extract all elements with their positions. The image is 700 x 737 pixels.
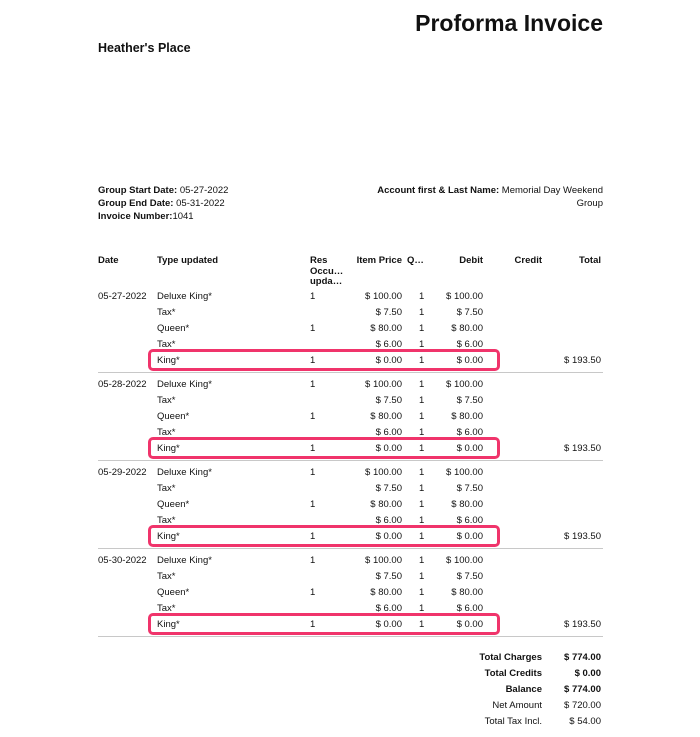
group-start-line	[98, 184, 228, 197]
row-res-occupancy: 1	[310, 443, 316, 454]
row-date: 05-27-2022	[98, 291, 147, 302]
row-type: King*	[157, 531, 180, 542]
row-type: Queen*	[157, 587, 190, 598]
totals-value: $ 774.00	[564, 652, 601, 663]
row-qty: 1	[419, 619, 425, 630]
row-qty: 1	[419, 603, 425, 614]
invoice-number-line	[98, 210, 228, 223]
row-item-price: $ 80.00	[370, 587, 402, 598]
row-type: Tax*	[157, 483, 176, 494]
row-item-price: $ 7.50	[375, 395, 402, 406]
row-debit: $ 80.00	[451, 499, 483, 510]
row-item-price: $ 7.50	[375, 483, 402, 494]
row-qty: 1	[419, 483, 425, 494]
col-header-date: Date	[98, 255, 119, 266]
row-qty: 1	[419, 555, 425, 566]
row-debit: $ 0.00	[456, 443, 483, 454]
totals-value: $ 54.00	[569, 716, 601, 727]
row-type: Tax*	[157, 427, 176, 438]
row-qty: 1	[419, 467, 425, 478]
row-res-occupancy: 1	[310, 291, 316, 302]
row-type: Tax*	[157, 307, 176, 318]
row-type: King*	[157, 443, 180, 454]
row-qty: 1	[419, 531, 425, 542]
group-separator	[98, 548, 603, 549]
group-total: $ 193.50	[564, 443, 601, 454]
row-qty: 1	[419, 411, 425, 422]
row-item-price: $ 80.00	[370, 411, 402, 422]
row-debit: $ 0.00	[456, 355, 483, 366]
col-header-res-line1: Res	[310, 256, 328, 266]
row-qty: 1	[419, 355, 425, 366]
row-debit: $ 0.00	[456, 619, 483, 630]
row-debit: $ 6.00	[456, 515, 483, 526]
totals-label: Total Charges	[479, 652, 542, 663]
row-type: Deluxe King*	[157, 467, 212, 478]
row-debit: $ 80.00	[451, 587, 483, 598]
highlight-box	[148, 613, 500, 635]
row-debit: $ 7.50	[456, 483, 483, 494]
row-type: Deluxe King*	[157, 379, 212, 390]
row-res-occupancy: 1	[310, 555, 316, 566]
totals-value: $ 774.00	[564, 684, 601, 695]
row-item-price: $ 80.00	[370, 323, 402, 334]
group-total: $ 193.50	[564, 619, 601, 630]
row-item-price: $ 100.00	[365, 291, 402, 302]
totals-label: Balance	[505, 684, 542, 695]
totals-label: Total Credits	[484, 668, 542, 679]
row-type: Deluxe King*	[157, 555, 212, 566]
row-item-price: $ 100.00	[365, 555, 402, 566]
row-debit: $ 100.00	[446, 555, 483, 566]
invoice-title: Proforma Invoice	[415, 10, 603, 36]
row-type: Queen*	[157, 411, 190, 422]
row-type: Tax*	[157, 339, 176, 350]
row-qty: 1	[419, 307, 425, 318]
row-date: 05-28-2022	[98, 379, 147, 390]
row-item-price: $ 80.00	[370, 499, 402, 510]
row-type: Tax*	[157, 603, 176, 614]
group-separator	[98, 636, 603, 637]
row-item-price: $ 6.00	[375, 427, 402, 438]
row-debit: $ 7.50	[456, 307, 483, 318]
row-qty: 1	[419, 499, 425, 510]
account-info	[363, 184, 603, 210]
col-header-qty: Q…	[407, 255, 424, 266]
row-item-price: $ 7.50	[375, 307, 402, 318]
group-meta	[98, 184, 228, 223]
row-qty: 1	[419, 323, 425, 334]
row-debit: $ 6.00	[456, 603, 483, 614]
row-item-price: $ 7.50	[375, 571, 402, 582]
col-header-total: Total	[579, 255, 601, 266]
row-type: Queen*	[157, 499, 190, 510]
row-debit: $ 100.00	[446, 379, 483, 390]
row-type: Tax*	[157, 395, 176, 406]
row-res-occupancy: 1	[310, 467, 316, 478]
highlight-box	[148, 437, 500, 459]
row-item-price: $ 0.00	[375, 443, 402, 454]
group-total: $ 193.50	[564, 355, 601, 366]
highlight-box	[148, 525, 500, 547]
row-qty: 1	[419, 339, 425, 350]
row-debit: $ 7.50	[456, 395, 483, 406]
row-res-occupancy: 1	[310, 499, 316, 510]
col-header-res-line2: Occu…	[310, 265, 344, 277]
col-header-item-price: Item Price	[356, 255, 402, 266]
row-item-price: $ 100.00	[365, 379, 402, 390]
group-end-line	[98, 197, 228, 210]
row-type: King*	[157, 355, 180, 366]
row-res-occupancy: 1	[310, 323, 316, 334]
row-debit: $ 0.00	[456, 531, 483, 542]
row-type: Queen*	[157, 323, 190, 334]
row-qty: 1	[419, 571, 425, 582]
row-qty: 1	[419, 291, 425, 302]
group-end-label: Group End Date:	[98, 198, 174, 209]
totals-value: $ 0.00	[574, 668, 601, 679]
col-header-type: Type updated	[157, 255, 219, 266]
row-type: King*	[157, 619, 180, 630]
group-separator	[98, 372, 603, 373]
highlight-box	[148, 349, 500, 371]
account-value-1: Memorial Day Weekend	[501, 185, 603, 196]
row-item-price: $ 100.00	[365, 467, 402, 478]
row-res-occupancy: 1	[310, 411, 316, 422]
group-start-label: Group Start Date:	[98, 185, 178, 196]
row-item-price: $ 0.00	[375, 531, 402, 542]
account-label: Account first & Last Name:	[377, 185, 500, 196]
col-header-debit: Debit	[459, 255, 483, 266]
row-item-price: $ 0.00	[375, 355, 402, 366]
invoice-number-label: Invoice Number:	[98, 211, 173, 222]
row-qty: 1	[419, 427, 425, 438]
col-header-res	[310, 256, 352, 288]
row-item-price: $ 6.00	[375, 603, 402, 614]
group-end-value: 05-31-2022	[176, 198, 225, 209]
invoice-number-value: 1041	[172, 211, 194, 222]
col-header-credit: Credit	[514, 255, 542, 266]
row-res-occupancy: 1	[310, 355, 316, 366]
row-qty: 1	[419, 587, 425, 598]
row-debit: $ 7.50	[456, 571, 483, 582]
row-type: Tax*	[157, 571, 176, 582]
totals-value: $ 720.00	[564, 700, 601, 711]
row-res-occupancy: 1	[310, 587, 316, 598]
row-debit: $ 6.00	[456, 427, 483, 438]
group-start-value: 05-27-2022	[179, 185, 229, 196]
row-type: Deluxe King*	[157, 291, 212, 302]
row-qty: 1	[419, 395, 425, 406]
row-type: Tax*	[157, 515, 176, 526]
company-name: Heather's Place	[98, 41, 191, 55]
row-debit: $ 100.00	[446, 467, 483, 478]
group-total: $ 193.50	[564, 531, 601, 542]
row-date: 05-30-2022	[98, 555, 147, 566]
totals-label: Net Amount	[492, 700, 542, 711]
row-debit: $ 6.00	[456, 339, 483, 350]
col-header-res-line3: upda…	[310, 276, 343, 287]
row-debit: $ 100.00	[446, 291, 483, 302]
group-separator	[98, 460, 603, 461]
account-line-1	[363, 184, 603, 197]
account-value-2: Group	[576, 198, 603, 209]
row-item-price: $ 6.00	[375, 515, 402, 526]
row-item-price: $ 6.00	[375, 339, 402, 350]
row-debit: $ 80.00	[451, 411, 483, 422]
totals-label: Total Tax Incl.	[484, 716, 542, 727]
row-res-occupancy: 1	[310, 619, 316, 630]
row-res-occupancy: 1	[310, 379, 316, 390]
row-qty: 1	[419, 379, 425, 390]
row-res-occupancy: 1	[310, 531, 316, 542]
row-debit: $ 80.00	[451, 323, 483, 334]
row-qty: 1	[419, 515, 425, 526]
row-date: 05-29-2022	[98, 467, 147, 478]
row-item-price: $ 0.00	[375, 619, 402, 630]
row-qty: 1	[419, 443, 425, 454]
